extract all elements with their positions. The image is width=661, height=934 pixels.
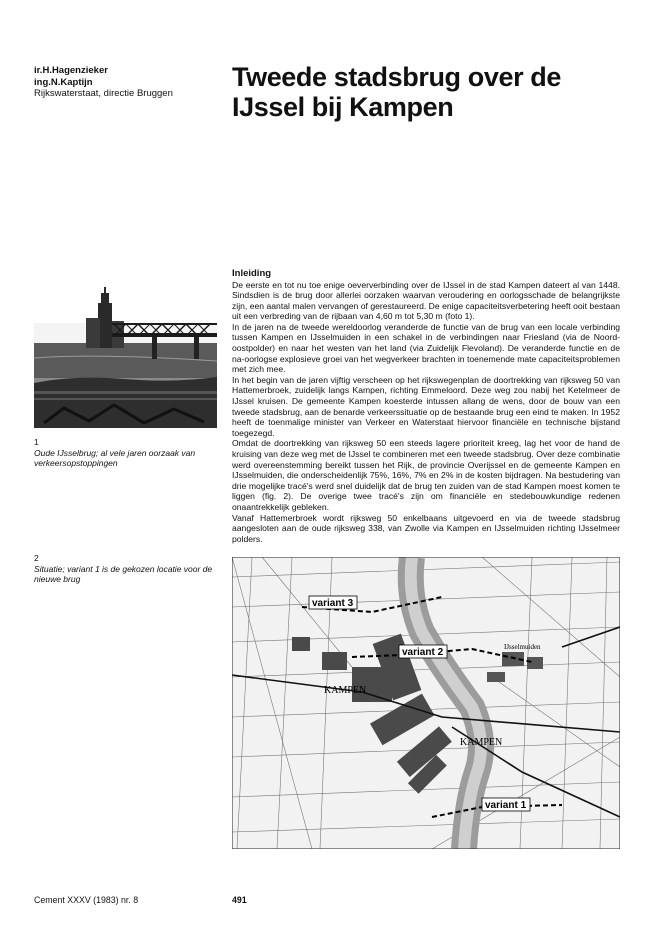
- label-kampen-east: KAMPEN: [460, 737, 503, 748]
- journal-footer: Cement XXXV (1983) nr. 8: [34, 895, 139, 905]
- author-name: ing.N.Kaptijn: [34, 76, 93, 88]
- bridge-photo: [34, 283, 217, 428]
- section-heading: Inleiding: [232, 268, 272, 279]
- caption-text: Situatie; variant 1 is de gekozen locatie voor de nieuwe brug: [34, 563, 213, 584]
- article-body: [232, 268, 620, 544]
- label-ijsselmuiden: IJsselmuiden: [504, 643, 541, 651]
- caption-text: Oude IJsselbrug; al vele jaren oorzaak van verkeersopstoppingen: [34, 447, 196, 468]
- paragraph: In het begin van de jaren vijftig verscheen op het rijkswegenplan de doortrekking van rijksweg 50 van Hattemerbroek, zuidelijk langs Kampen, richting Emmeloord. Deze weg zou nabij het Ketelmeer de IJssel kruisen. De gemeente Kampen koesterde intussen allang de wens, door de bouw van een tweede stadsbrug, aan de benarde verkeerssituatie op de bestaande brug een eind te maken. In 1952 heeft de toenmalige minister van Verkeer en Waterstaat hiervoor financiële en technische bijstand toegezegd.: [232, 374, 620, 438]
- label-variant-1: variant 1: [485, 800, 527, 811]
- title-line: IJssel bij Kampen: [232, 92, 454, 122]
- article-title: [232, 62, 632, 122]
- label-kampen-west: KAMPEN: [324, 685, 367, 696]
- paragraph: In de jaren na de tweede wereldoorlog veranderde de functie van de brug van een locale verbinding tussen Kampen en IJsselmuiden in een schakel in de verbindingen naar Friesland (via de Noord-oostpolder) en naar het westen van het land (via Zuidelijk Flevoland). De veranderde functie en de na-oorlogse explosieve groei van het wegverkeer brachten in toenemende mate capaciteitsproblemen met zich mee.: [232, 321, 620, 375]
- figure-number: 1: [34, 437, 39, 447]
- paragraph: Vanaf Hattemerbroek wordt rijksweg 50 enkelbaans uitgevoerd en via de tweede stadsbrug aangesloten aan de oude rijksweg 338, van Zwolle via Kampen en IJsselmuiden richting IJsselmeer polders.: [232, 512, 620, 544]
- author-affiliation: Rijkswaterstaat, directie Bruggen: [34, 88, 173, 99]
- title-line: Tweede stadsbrug over de: [232, 62, 561, 92]
- paragraph: De eerste en tot nu toe enige oeververbinding over de IJssel in de stad Kampen dateert al van 1448. Sindsdien is de brug door allerlei oorzaken waarvan veroudering en oorlogsschade de belangrijkste zijn, een aantal malen vervangen of gerestaureerd. De enige capaciteitsverbetering heeft ooit bestaan uit een verbreding van de rijbaan van 4,60 m tot 5,30 m (foto 1).: [232, 279, 620, 322]
- figure-number: 2: [34, 553, 39, 563]
- label-variant-2: variant 2: [402, 647, 444, 658]
- situation-map: [232, 557, 620, 849]
- figure-2-caption: [34, 553, 219, 585]
- label-variant-3: variant 3: [312, 598, 354, 609]
- paragraph: Omdat de doortrekking van rijksweg 50 een steeds lagere prioriteit kreeg, lag het voor de hand de kruising van deze weg met de IJssel te combineren met een tweede stadsbrug. Over deze combinatie werd overeenstemming bereikt tussen het Rijk, de provincie Overijssel en de gemeente Kampen en IJsselmuiden, die onderscheidenlijk 75%, 16%, 7% en 2% in de kosten bijdragen. Na bestudering van drie mogelijke tracé's werd snel duidelijk dat de brug ten zuiden van de stad Kampen moest komen te liggen (fig. 2). De overige twee tracé's zijn om financiële en stedebouwkundige redenen onaantrekkelijk gebleken.: [232, 438, 620, 512]
- figure-1-caption: [34, 437, 219, 469]
- author-name: ir.H.Hagenzieker: [34, 65, 108, 76]
- author-block: [34, 65, 173, 100]
- page-number: 491: [232, 895, 247, 905]
